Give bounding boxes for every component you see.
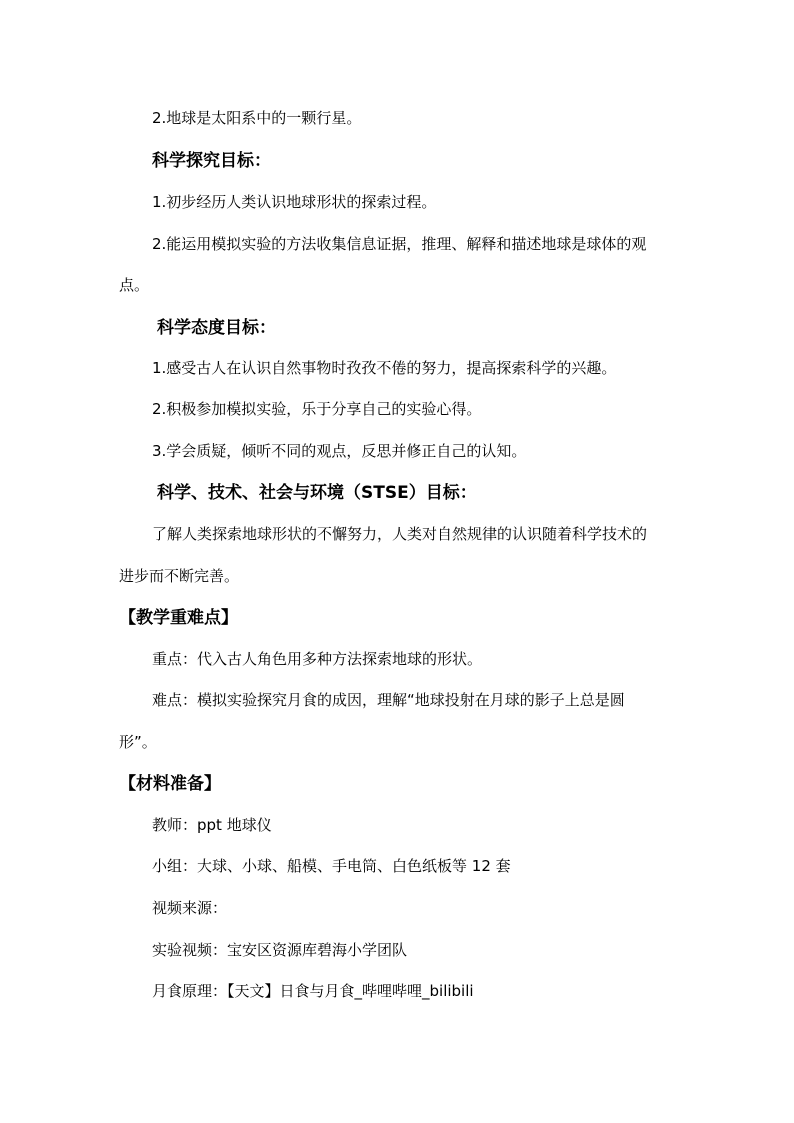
materials-heading: 【材料准备】 [119,774,221,794]
materials-group: 小组：大球、小球、船模、手电筒、白色纸板等 12 套 [152,857,511,875]
materials-video-source: 视频来源： [152,899,228,917]
materials-teacher: 教师：ppt 地球仪 [152,816,272,834]
materials-experiment-video: 实验视频：宝安区资源库碧海小学团队 [152,941,408,959]
key-point-focus: 重点：代入古人角色用多种方法探索地球的形状。 [152,650,483,668]
materials-lunar-eclipse: 月食原理：【天文】日食与月食_哔哩哔哩_bilibili [152,982,474,1000]
attitude-item-3: 3.学会质疑，倾听不同的观点，反思并修正自己的认知。 [152,442,527,460]
attitude-goal-heading: 科学态度目标： [157,318,276,338]
attitude-item-2: 2.积极参加模拟实验，乐于分享自己的实验心得。 [152,400,482,418]
knowledge-item-2: 2.地球是太阳系中的一颗行星。 [152,109,362,127]
key-points-heading: 【教学重难点】 [119,608,238,628]
stse-line-1: 了解人类探索地球形状的不懈努力，人类对自然规律的认识随着科学技术的 [152,525,648,543]
key-point-difficulty-line-1: 难点：模拟实验探究月食的成因，理解“地球投射在月球的影子上总是圆 [152,691,625,709]
stse-goal-heading: 科学、技术、社会与环境（STSE）目标： [157,483,477,503]
inquiry-goal-heading: 科学探究目标： [152,151,271,171]
inquiry-item-1: 1.初步经历人类认识地球形状的探索过程。 [152,193,437,211]
inquiry-item-2-line-1: 2.能运用模拟实验的方法收集信息证据，推理、解释和描述地球是球体的观 [152,235,647,253]
stse-line-2: 进步而不断完善。 [119,567,240,585]
attitude-item-1: 1.感受古人在认识自然事物时孜孜不倦的努力，提高探索科学的兴趣。 [152,359,617,377]
key-point-difficulty-line-2: 形”。 [119,733,157,751]
inquiry-item-2-line-2: 点。 [119,276,150,294]
